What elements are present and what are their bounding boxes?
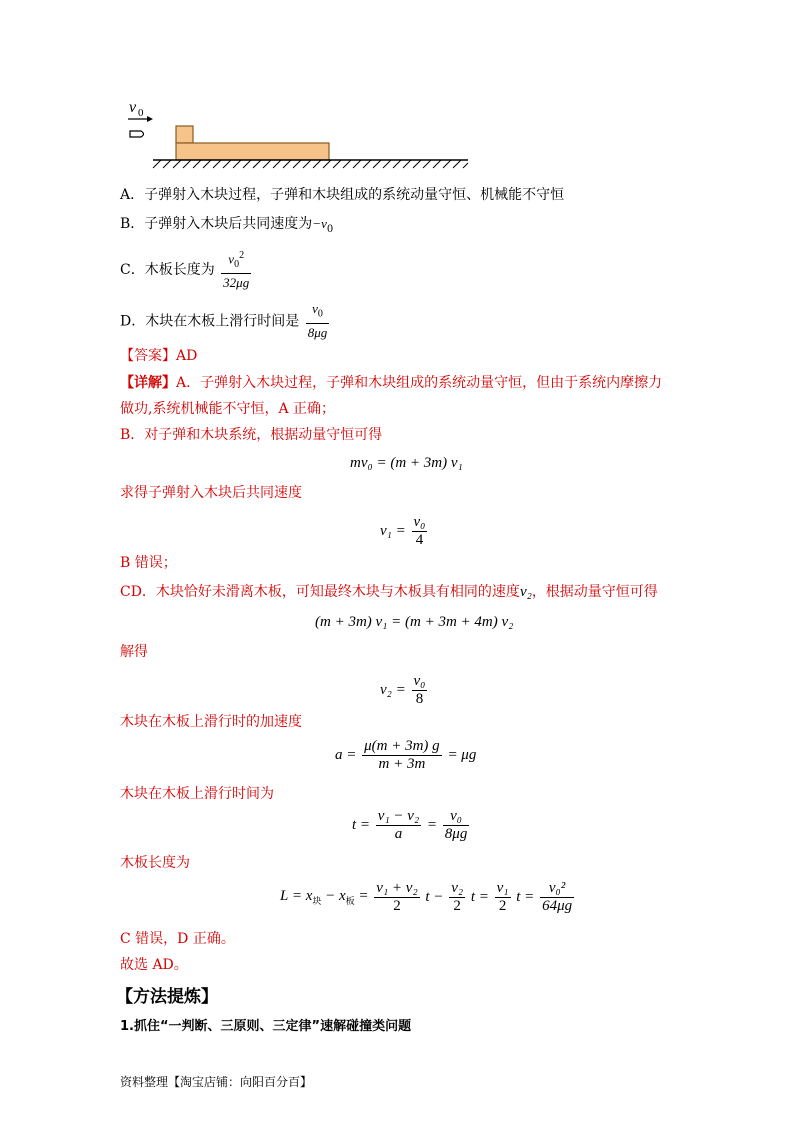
eq6-num1: v₁ − v₂ (377, 808, 420, 824)
detail-get-v1: 求得子弹射入木块后共同速度 (120, 485, 302, 501)
eq7-d1: 2 (393, 898, 401, 914)
detail-solve: 解得 (120, 644, 148, 660)
eq4-lhs: v₂ = (380, 682, 406, 698)
option-c-text: C．木板长度为 (120, 261, 215, 278)
eq6-den1: a (394, 826, 403, 842)
eq5-den: m + 3m (378, 756, 426, 772)
eq7-t1: t − (425, 889, 444, 905)
eq6-lhs: t = (352, 817, 371, 833)
detail-c-wrong: C 错误，D 正确。 (120, 931, 235, 947)
equation-2 (380, 514, 429, 549)
cd-tail: ，根据动量守恒可得 (531, 584, 658, 600)
eq7-t3: t = (516, 889, 535, 905)
option-d (120, 300, 331, 341)
equation-6 (352, 808, 471, 843)
section-title: 【方法提炼】 (116, 987, 218, 1007)
eq7-sub2: 板 (345, 897, 355, 907)
eq7-d4: 64μg (542, 898, 573, 914)
eq6-num2: v₀ (443, 808, 470, 826)
bullet-icon (130, 131, 144, 137)
option-b (120, 214, 333, 240)
eq7-mid: − x (321, 888, 346, 904)
eq7-lhs: L = x (280, 888, 313, 904)
velocity-arrow-head (147, 116, 153, 122)
eq4-den: 8 (415, 691, 424, 707)
option-b-text: B．子弹射入木块后共同速度为 (120, 216, 313, 232)
option-d-fraction: $\frac{v_0}{8\mu g}$ (307, 301, 328, 340)
eq2-num: v₀ (413, 514, 426, 530)
ground-hatching (153, 160, 468, 168)
velocity-label: v (129, 99, 137, 116)
cd-var: v₂ (519, 584, 532, 600)
eq7-sub1: 块 (312, 897, 322, 907)
answer-tag: 【答案】 (120, 348, 176, 364)
cd-intro-text: CD．木块恰好未滑离木板，可知最终木块与木板具有相同的速度 (120, 584, 520, 600)
detail-tag: 【详解】 (120, 375, 176, 391)
eq7-n1: v₁ + v₂ (376, 880, 418, 896)
eq6-den2: 8μg (444, 826, 468, 842)
eq2-den: 4 (415, 532, 424, 548)
eq6-eq: = (426, 817, 438, 833)
answer-value: AD (176, 348, 198, 364)
detail-len-text: 木板长度为 (120, 855, 190, 871)
option-b-value: −v (312, 216, 327, 231)
equation-5 (335, 738, 476, 773)
bullet-block-board-diagram (125, 92, 475, 172)
equation-7 (280, 880, 576, 915)
option-d-num: v (312, 301, 318, 316)
equation-3: (m + 3m) v₁ = (m + 3m + 4m) v₂ (315, 614, 514, 630)
eq7-d2: 2 (453, 898, 461, 914)
eq7-d3: 2 (498, 898, 507, 914)
detail-b-wrong: B 错误； (120, 555, 177, 571)
eq2-lhs: v₁ = (380, 523, 406, 539)
eq4-num: v₀ (413, 673, 426, 689)
option-c-num: v (228, 251, 235, 267)
section-item-1: 1.抓住“一判断、三原则、三定律”速解碰撞类问题 (120, 1019, 412, 1034)
option-c (120, 247, 253, 291)
detail-b-intro: B．对子弹和木块系统，根据动量守恒可得 (120, 427, 383, 443)
equation-4 (380, 673, 429, 708)
detail-accel-text: 木块在木板上滑行时的加速度 (120, 714, 302, 730)
eq5-rhs: = μg (447, 747, 477, 763)
eq7-n3: v₁ (496, 880, 509, 896)
velocity-sub: 0 (138, 107, 144, 119)
option-c-fraction: $\frac{v_0^2}{32\mu g}$ (221, 247, 251, 291)
footer-text: 资料整理【淘宝店铺：向阳百分百】 (120, 1075, 313, 1089)
option-b-sub: 0 (326, 223, 334, 235)
option-c-den: 32μg (223, 274, 250, 290)
detail-line-1 (120, 373, 662, 393)
eq7-eq: = (354, 888, 369, 904)
physics-figure (125, 92, 475, 172)
detail-choose: 故选 AD。 (120, 957, 188, 973)
detail-time-text: 木块在木板上滑行时间为 (120, 786, 274, 802)
detail-cd-intro (120, 582, 658, 602)
eq5-num: μ(m + 3m) g (364, 738, 440, 754)
wood-board (176, 143, 329, 160)
option-d-den: 8μg (307, 324, 328, 340)
detail-line-2: 做功,系统机械能不守恒，A 正确； (120, 401, 336, 417)
eq7-n4: v₀² (540, 880, 574, 898)
eq7-t2: t = (470, 889, 489, 905)
answer-line (120, 346, 197, 366)
equation-1: mv₀ = (m + 3m) v₁ (350, 455, 463, 471)
option-a: A．子弹射入木块过程，子弹和木块组成的系统动量守恒、机械能不守恒 (120, 187, 565, 203)
eq5-lhs: a = (335, 747, 357, 763)
detail-line-1-text: A．子弹射入木块过程，子弹和木块组成的系统动量守恒，但由于系统内摩擦力 (176, 375, 663, 391)
wood-block (176, 126, 193, 143)
eq7-n2: v₂ (451, 880, 464, 896)
option-d-text: D．木块在木板上滑行时间是 (120, 313, 300, 330)
